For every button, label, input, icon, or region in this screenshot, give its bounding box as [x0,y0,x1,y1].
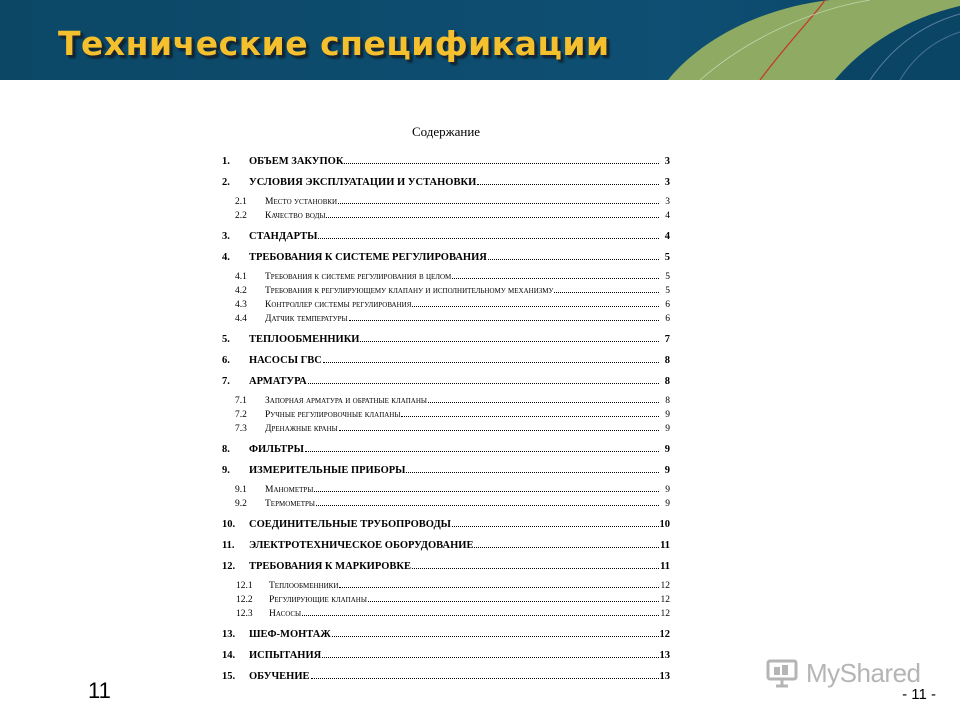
toc-title: ТРЕБОВАНИЯ К МАРКИРОВКЕ [249,561,411,572]
toc-page: 9 [664,444,670,455]
toc-number: 4. [222,252,230,263]
toc-page: 9 [665,485,670,495]
toc-title: СОЕДИНИТЕЛЬНЫЕ ТРУБОПРОВОДЫ [249,519,451,530]
toc-title: Теплообменники [269,581,339,591]
toc-subsection [222,482,670,496]
toc-leader [474,538,659,548]
toc-leader [412,559,659,569]
toc-subsection [222,194,670,208]
toc-subsection [222,311,670,325]
toc-page: 9 [664,465,670,476]
toc-leader [412,297,659,307]
toc-leader [338,194,659,204]
toc-leader [316,496,659,506]
toc-page: 8 [665,396,670,406]
toc-leader [318,229,659,239]
toc-leader [332,627,659,637]
toc-title: Регулирующие клапаны [269,595,367,605]
toc-section [222,538,670,552]
toc-section [222,517,670,531]
toc-leader [488,250,659,260]
toc-subsection [222,269,670,283]
toc-section [222,669,670,683]
toc-number: 12.1 [236,581,253,591]
toc-leader [326,208,659,218]
toc-section [222,627,670,641]
toc-number: 9.2 [235,499,247,509]
toc-number: 7.2 [235,410,247,420]
toc-page: 9 [665,424,670,434]
toc-title: АРМАТУРА [249,376,307,387]
toc-leader [452,517,659,527]
toc-number: 9.1 [235,485,247,495]
toc-leader [368,592,659,602]
toc-number: 11. [222,540,235,551]
toc-number: 4.4 [235,314,247,324]
toc-title: ШЕФ-МОНТАЖ [249,629,331,640]
presentation-icon [766,658,800,688]
toc-title: ОБУЧЕНИЕ [249,671,310,682]
toc-title: ЭЛЕКТРОТЕХНИЧЕСКОЕ ОБОРУДОВАНИЕ [249,540,474,551]
toc-subsection [222,407,670,421]
toc-page: 12 [660,595,670,605]
toc-title: ИЗМЕРИТЕЛЬНЫЕ ПРИБОРЫ [249,465,406,476]
toc-section [222,175,670,189]
toc-number: 5. [222,334,230,345]
header-banner [0,0,960,80]
toc-title: Термометры [265,499,316,509]
toc-section [222,648,670,662]
toc-title: ОБЪЕМ ЗАКУПОК [249,156,344,167]
toc-section [222,332,670,346]
toc-page: 12 [660,581,670,591]
toc-section [222,154,670,168]
toc-page: 6 [665,314,670,324]
toc-leader [339,421,659,431]
toc-page: 6 [665,300,670,310]
toc-leader [323,353,659,363]
toc-number: 2. [222,177,230,188]
toc-section [222,250,670,264]
toc-title: Требования к системе регулирования в целом [265,272,452,282]
toc-section [222,559,670,573]
toc-number: 1. [222,156,230,167]
toc-title: Дренажные краны [265,424,338,434]
toc-page: 7 [664,334,670,345]
toc-number: 15. [222,671,236,682]
toc-page: 13 [659,650,670,661]
toc-number: 4.3 [235,300,247,310]
toc-title: Требования к регулирующему клапану и исполнительному механизму [265,286,554,296]
toc-number: 2.2 [235,211,247,221]
toc-number: 7. [222,376,230,387]
toc-leader [360,332,659,342]
toc-subsection [222,393,670,407]
toc-leader [344,154,659,164]
toc-page: 3 [664,177,670,188]
toc-leader [302,606,659,616]
toc-leader [308,374,659,384]
toc-title: Запорная арматура и обратные клапаны [265,396,428,406]
toc-page: 10 [659,519,670,530]
toc-number: 3. [222,231,230,242]
toc-page: 5 [665,286,670,296]
toc-title: Манометры [265,485,314,495]
toc-list [222,154,670,683]
toc-leader [314,482,659,492]
toc-page: 9 [665,499,670,509]
toc-subsection [222,208,670,222]
toc-page: 13 [659,671,670,682]
toc-subsection [222,606,670,620]
toc-leader [554,283,659,293]
toc-number: 4.1 [235,272,247,282]
myshared-logo [766,656,926,690]
toc-number: 12.2 [236,595,253,605]
toc-leader [311,669,659,679]
toc-page: 9 [665,410,670,420]
toc-section [222,442,670,456]
toc-title: Контроллер системы регулирования [265,300,412,310]
toc-subsection [222,421,670,435]
toc-subsection [222,578,670,592]
toc-page: 3 [665,197,670,207]
logo-text: MyShared [806,658,921,688]
toc-leader [305,442,659,452]
toc-number: 13. [222,629,236,640]
toc-section [222,353,670,367]
toc-title: ТЕПЛООБМЕННИКИ [249,334,360,345]
toc-number: 14. [222,650,236,661]
toc-title: ФИЛЬТРЫ [249,444,304,455]
toc-leader [406,463,659,473]
toc-subsection [222,496,670,510]
toc-page: 5 [665,272,670,282]
toc-section [222,229,670,243]
toc-subsection [222,297,670,311]
toc-leader [401,407,659,417]
toc-title: Насосы [269,609,302,619]
toc-number: 2.1 [235,197,247,207]
toc-title: Качество воды [265,211,326,221]
toc-title: СТАНДАРТЫ [249,231,318,242]
toc-number: 12. [222,561,236,572]
toc-page: 11 [660,540,670,551]
toc-number: 7.3 [235,424,247,434]
toc-number: 7.1 [235,396,247,406]
slide-title: Технические спецификации [58,24,610,63]
toc-page: 12 [659,629,670,640]
toc-title: НАСОСЫ ГВС [249,355,322,366]
toc-leader [349,311,659,321]
toc-section [222,463,670,477]
toc-leader [339,578,659,588]
toc-leader [322,648,658,658]
toc-page: 4 [665,211,670,221]
toc-page: 12 [660,609,670,619]
toc-page: 5 [664,252,670,263]
toc-number: 6. [222,355,230,366]
table-of-contents [222,124,670,683]
toc-title: ТРЕБОВАНИЯ К СИСТЕМЕ РЕГУЛИРОВАНИЯ [249,252,487,263]
toc-page: 8 [664,355,670,366]
toc-leader [452,269,659,279]
toc-page: 4 [664,231,670,242]
toc-number: 8. [222,444,230,455]
toc-leader [428,393,659,403]
toc-number: 4.2 [235,286,247,296]
toc-subsection [222,283,670,297]
toc-page: 8 [664,376,670,387]
toc-page: 11 [660,561,670,572]
toc-title: Ручные регулировочные клапаны [265,410,401,420]
toc-title: ИСПЫТАНИЯ [249,650,322,661]
toc-number: 12.3 [236,609,253,619]
page-label: - 11 - [902,686,936,703]
toc-title: Датчик температуры [265,314,348,324]
toc-section [222,374,670,388]
toc-leader [477,175,659,185]
slide-number: 11 [88,678,111,703]
toc-title: УСЛОВИЯ ЭКСПЛУАТАЦИИ И УСТАНОВКИ [249,177,477,188]
toc-page: 3 [664,156,670,167]
toc-number: 10. [222,519,236,530]
toc-title: Место установки [265,197,338,207]
toc-number: 9. [222,465,230,476]
toc-heading: Содержание [411,124,481,139]
toc-subsection [222,592,670,606]
